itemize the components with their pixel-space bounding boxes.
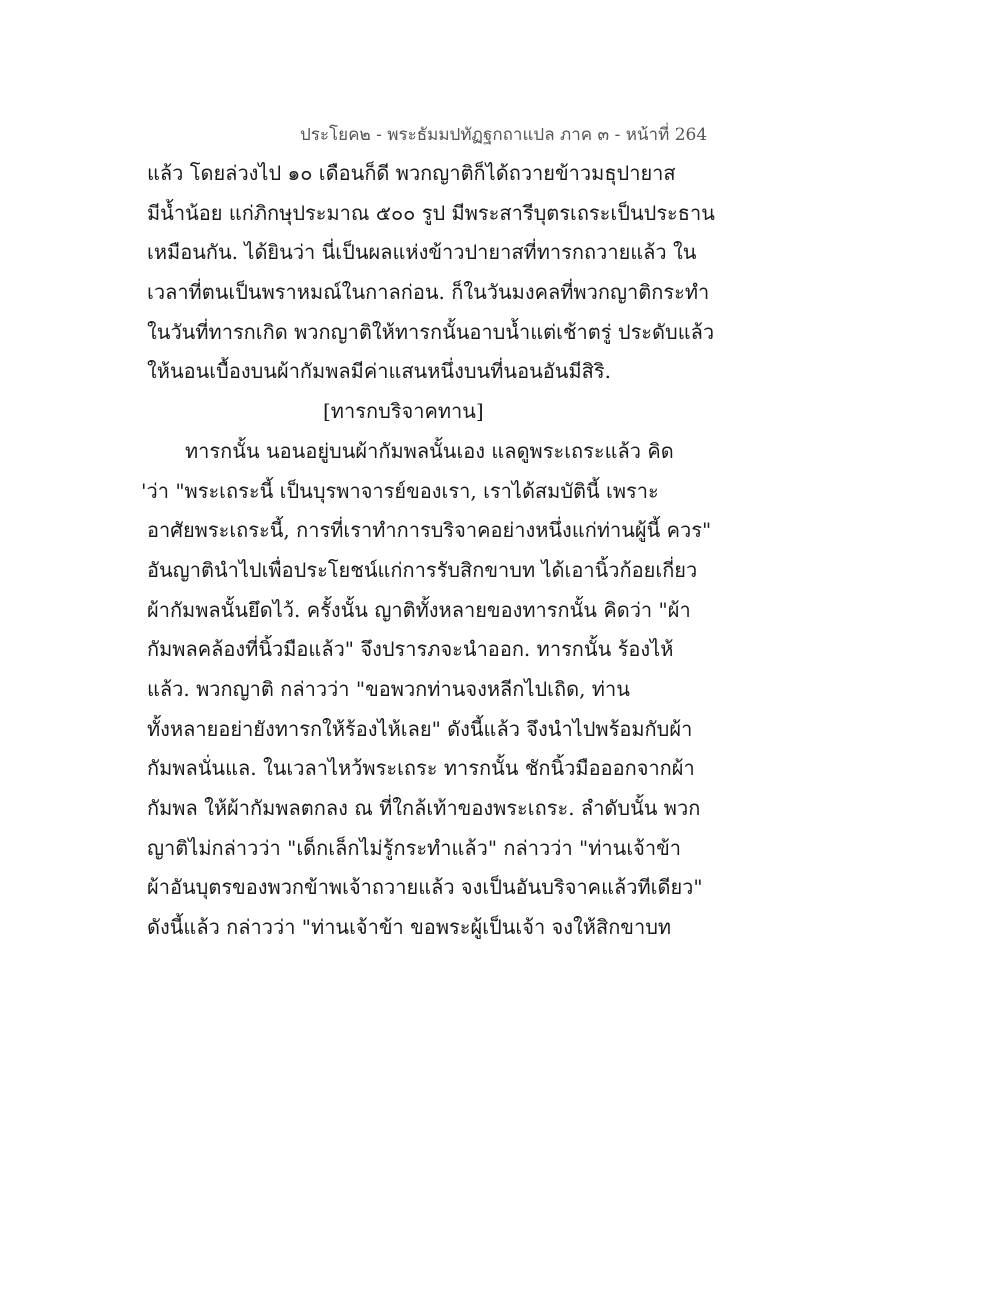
text-line: เหมือนกัน. ได้ยินว่า นี่เป็นผลแห่งข้าวปายาสที่ทารกถวายแล้ว ใน — [147, 240, 697, 265]
text-line: แล้ว โดยล่วงไป ๑๐ เดือนก็ดี พวกญาติก็ได้ถวายข้าวมธุปายาส — [147, 161, 676, 185]
text-line: แล้ว. พวกญาติ กล่าวว่า "ขอพวกท่านจงหลีกไปเถิด, ท่าน — [147, 676, 630, 701]
text-line: กัมพลคล้องที่นิ้วมือแล้ว" จึงปรารภจะนำออก. ทารกนั้น ร้องไห้ — [147, 637, 674, 662]
text-line: 'ว่า "พระเถระนี้ เป็นบุรพาจารย์ของเรา, เราได้สมบัตินี้ เพราะ — [141, 478, 659, 503]
text-line: ในวันที่ทารกเกิด พวกญาติให้ทารกนั้นอาบน้ำแต่เช้าตรู่ ประดับแล้ว — [147, 319, 715, 344]
page-body — [141, 154, 715, 948]
text-line: มีน้ำน้อย แก่ภิกษุประมาณ ๕๐๐ รูป มีพระสารีบุตรเถระเป็นประธาน — [147, 200, 715, 225]
text-line: กัมพล ให้ผ้ากัมพลตกลง ณ ที่ใกล้เท้าของพระเถระ. ลำดับนั้น พวก — [147, 796, 701, 820]
text-line: กัมพลนั่นแล. ในเวลาไหว้พระเถระ ทารกนั้น ชักนิ้วมือออกจากผ้า — [147, 756, 695, 781]
text-line: ทารกนั้น นอนอยู่บนผ้ากัมพลนั้นเอง แลดูพระเถระแล้ว คิด — [185, 438, 674, 463]
text-line: เวลาที่ตนเป็นพราหมณ์ในกาลก่อน. ก็ในวันมงคลที่พวกญาติกระทำ — [147, 280, 710, 305]
running-header: ประโยค๒ - พระธัมมปทัฏฐกถาแปล ภาค ๓ - หน้าที่ 264 — [300, 125, 708, 145]
section-heading: [ทารกบริจาคทาน] — [323, 399, 484, 424]
text-line: ทั้งหลายอย่ายังทารกให้ร้องไห้เลย" ดังนี้แล้ว จึงนำไปพร้อมกับผ้า — [147, 716, 693, 741]
text-line: ดังนี้แล้ว กล่าวว่า "ท่านเจ้าข้า ขอพระผู้เป็นเจ้า จงให้สิกขาบท — [147, 915, 672, 940]
text-line: อาศัยพระเถระนี้, การที่เราทำการบริจาคอย่างหนึ่งแก่ท่านผู้นี้ ควร" — [147, 518, 712, 543]
text-line: ผ้ากัมพลนั้นยึดไว้. ครั้งนั้น ญาติทั้งหลายของทารกนั้น คิดว่า "ผ้า — [147, 597, 691, 622]
text-line: ผ้าอันบุตรของพวกข้าพเจ้าถวายแล้ว จงเป็นอันบริจาคแล้วทีเดียว" — [147, 875, 703, 900]
text-line: อันญาตินำไปเพื่อประโยชน์แก่การรับสิกขาบท ได้เอานิ้วก้อยเกี่ยว — [147, 557, 698, 582]
text-line: ให้นอนเบื้องบนผ้ากัมพลมีค่าแสนหนึ่งบนที่นอนอันมีสิริ. — [147, 359, 611, 384]
text-line: ญาติไม่กล่าวว่า "เด็กเล็กไม่รู้กระทำแล้ว" กล่าวว่า "ท่านเจ้าข้า — [147, 835, 682, 860]
